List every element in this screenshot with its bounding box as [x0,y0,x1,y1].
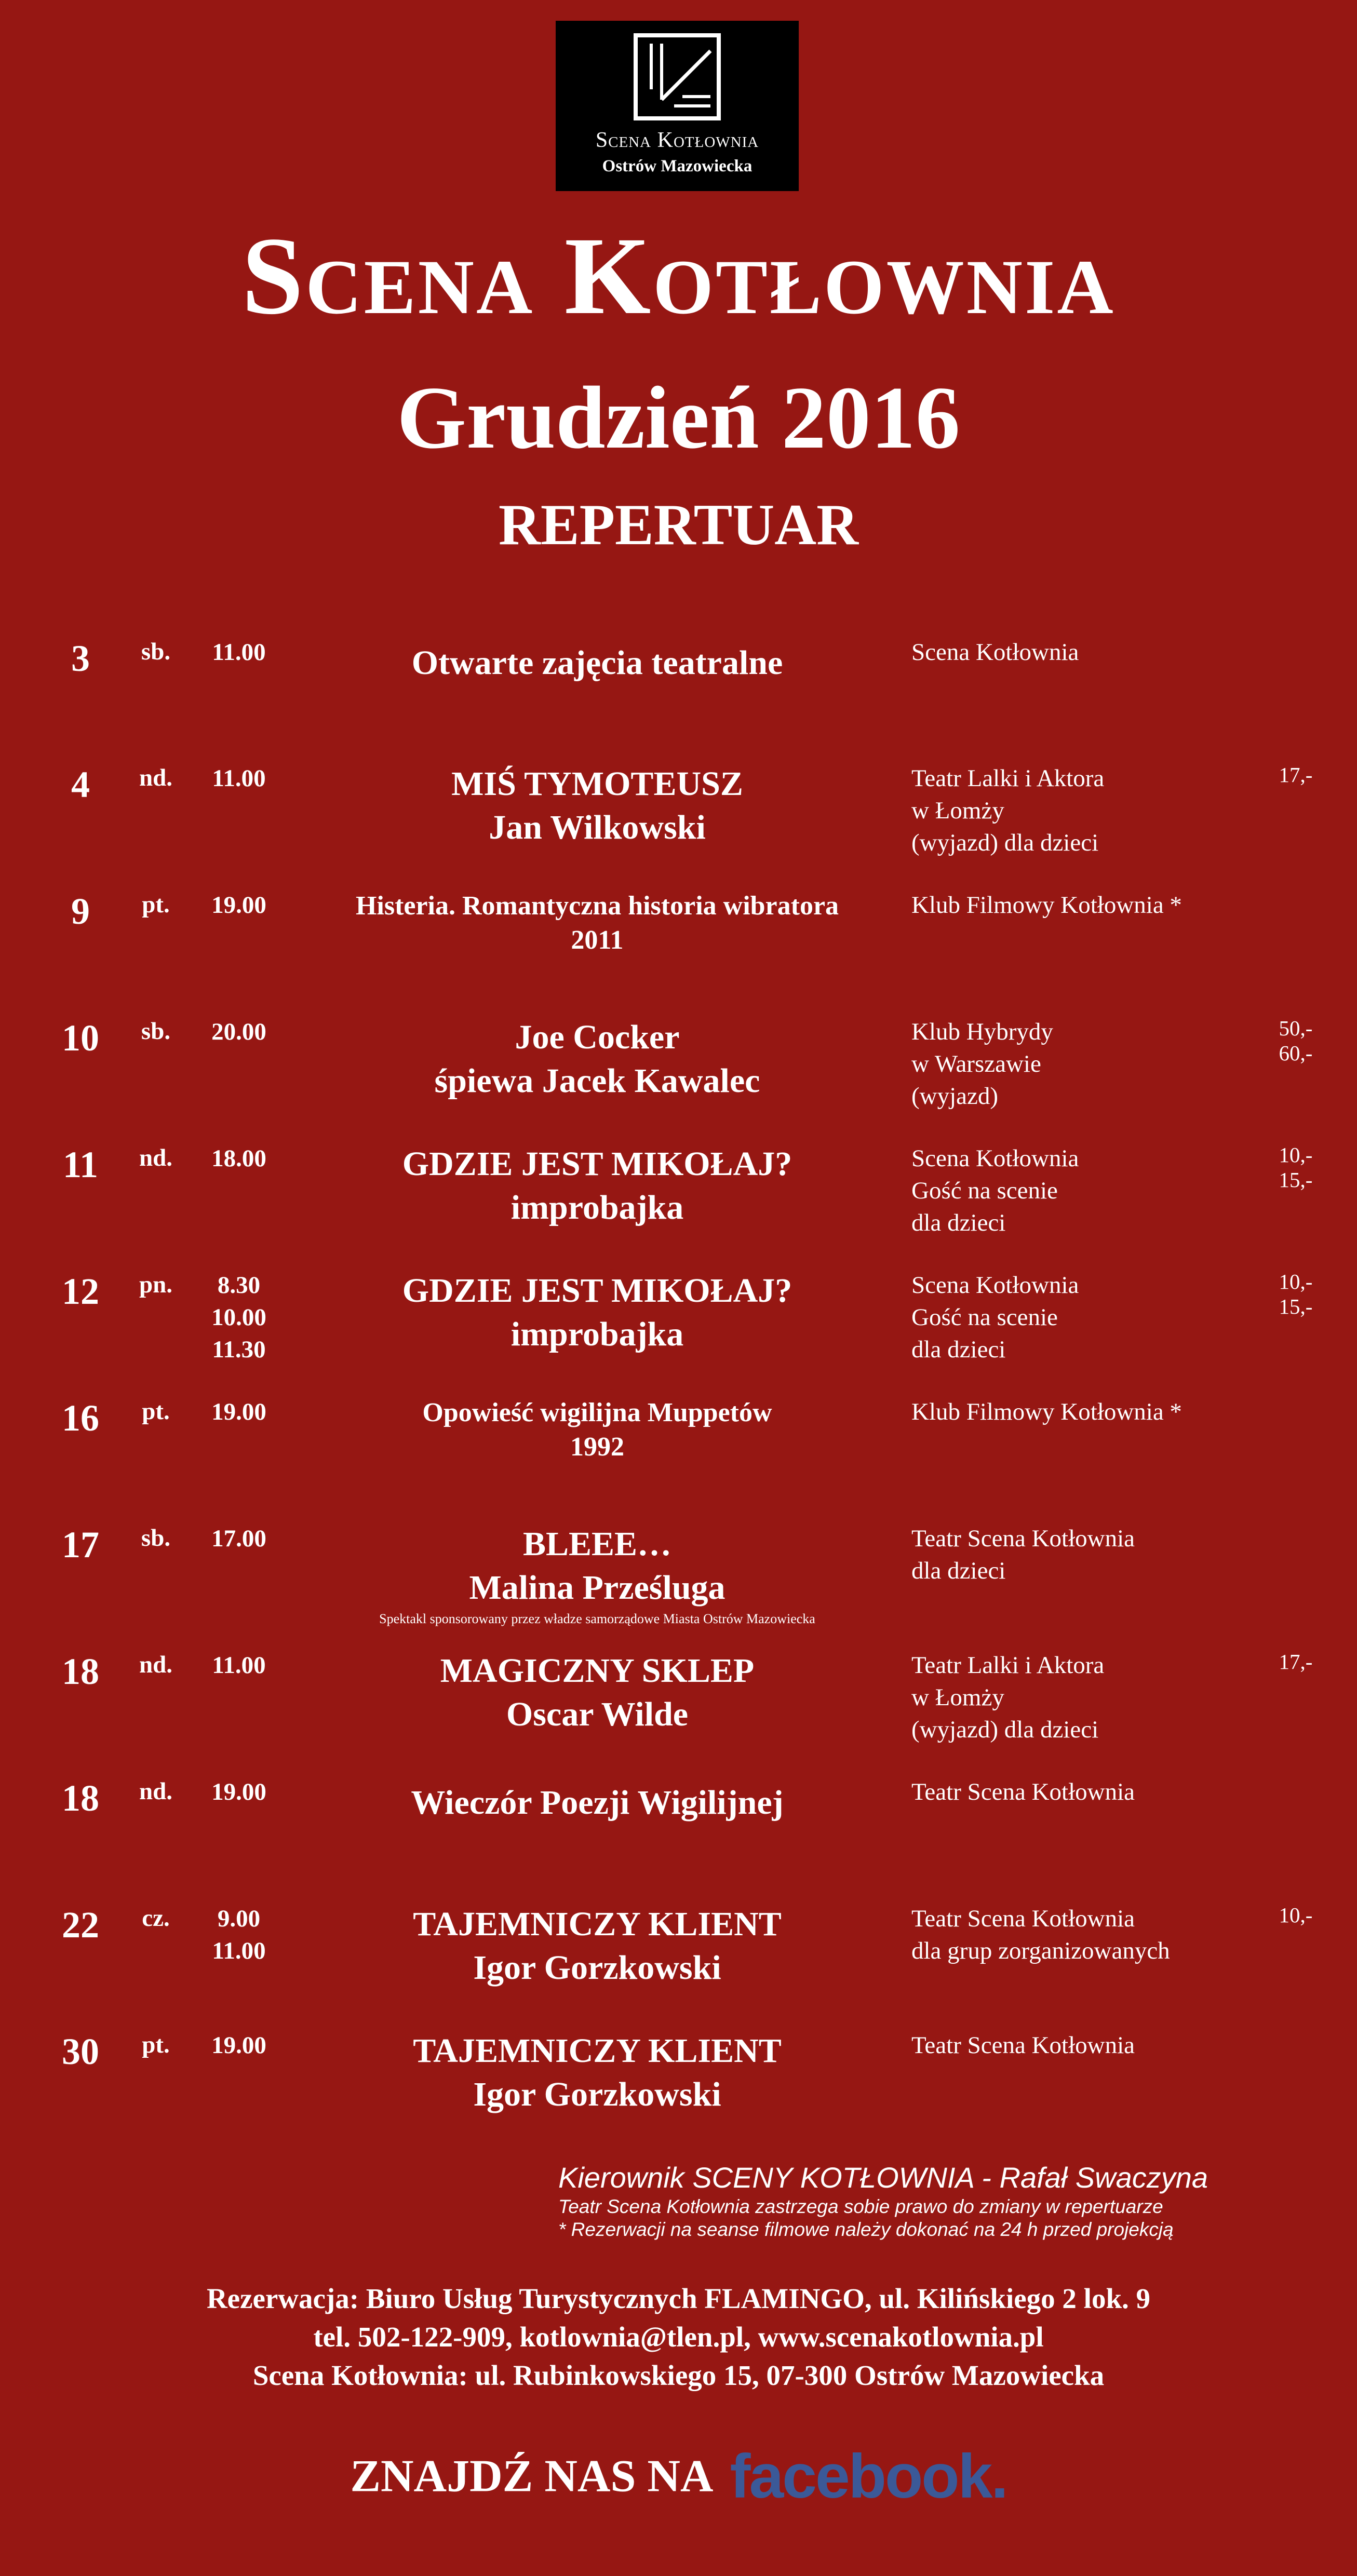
event-venue-line: (wyjazd) dla dzieci [911,829,1099,856]
event-times [200,1522,278,1555]
facebook-logo[interactable] [730,2440,1007,2512]
event-venue-line: (wyjazd) dla dzieci [911,1716,1099,1743]
event-venue-line: Teatr Lalki i Aktora [911,765,1105,792]
event-venue-line: Teatr Lalki i Aktora [911,1652,1105,1679]
event-venue [911,1142,1249,1239]
film-note-line: * Rezerwacji na seanse filmowe należy dokonać na 24 h przed projekcją [558,2219,1174,2240]
event-weekday: sb. [141,638,171,665]
event-price-value: 15,- [1279,1168,1313,1192]
event-venue-line: dla dzieci [911,1209,1006,1236]
event-venue-line: Scena Kotłownia [911,1272,1079,1299]
event-price [1267,1016,1324,1066]
event-venue-line: (wyjazd) [911,1083,999,1110]
event-times [200,2029,278,2061]
month-title: Grudzień 2016 [397,369,960,467]
event-time: 18.00 [211,1145,266,1172]
contact-block [0,2280,1357,2395]
event-price [1267,1142,1324,1192]
footer-notes [558,2160,1296,2241]
event-title-main: Opowieść wigilijna Muppetów [422,1398,772,1427]
event-day: 12 [62,1271,99,1312]
event-time: 19.00 [211,1398,266,1425]
event-day: 22 [62,1904,99,1946]
event-time: 9.00 [217,1905,261,1932]
event-weekday: nd. [139,1144,173,1171]
event-price-value: 10,- [1279,1270,1313,1293]
event-title-main: MAGICZNY SKLEP [440,1652,755,1690]
contact-line-2[interactable]: tel. 502-122-909, kotlownia@tlen.pl, www.scenakotlownia.pl [313,2321,1044,2353]
event-time: 11.00 [212,765,266,792]
logo-subtitle: Ostrów Mazowiecka [602,157,753,176]
event-venue-line: Scena Kotłownia [911,639,1079,666]
event-time: 19.00 [211,892,266,919]
event-day: 16 [62,1397,99,1439]
event-venue-line: Klub Filmowy Kotłownia * [911,892,1182,919]
event-weekday: pt. [142,1398,170,1425]
event-venue [911,1903,1249,1967]
event-venue-line: Teatr Scena Kotłownia [911,2032,1135,2059]
event-price-value: 60,- [1279,1041,1313,1065]
disclaimer-line: Teatr Scena Kotłownia zastrzega sobie prawo do zmiany w repertuarze [558,2196,1163,2217]
event-title-sub: improbajka [510,1189,684,1226]
event-weekday: nd. [139,1651,173,1678]
event-title-sub: improbajka [510,1315,684,1353]
event-time: 19.00 [211,2032,266,2059]
event-title [291,1522,904,1610]
event-weekday: pt. [142,2031,170,2058]
event-venue-line: dla dzieci [911,1336,1006,1363]
event-title-sub: Igor Gorzkowski [473,2075,721,2113]
event-title-main: Wieczór Poezji Wigilijnej [411,1784,784,1822]
event-title-main: Joe Cocker [515,1018,680,1056]
event-title-main: GDZIE JEST MIKOŁAJ? [402,1272,792,1310]
event-venue-line: Teatr Scena Kotłownia [911,1905,1135,1932]
event-venue-line: Teatr Scena Kotłownia [911,1525,1135,1552]
event-times [200,1776,278,1808]
event-title-sub: 2011 [571,925,624,955]
event-time: 11.30 [212,1336,266,1363]
event-times [200,889,278,921]
event-venue-line: w Łomży [911,1684,1004,1711]
event-title-sub: Igor Gorzkowski [473,1949,721,1987]
event-day: 17 [62,1524,99,1566]
event-title [291,1142,904,1230]
event-venue-line: w Warszawie [911,1050,1041,1077]
event-price-value: 17,- [1279,1650,1313,1674]
event-time: 11.00 [212,1652,266,1679]
event-venue [911,1776,1249,1808]
event-title-main: Otwarte zajęcia teatralne [411,644,783,682]
event-day: 18 [62,1777,99,1819]
event-venue-line: Klub Hybrydy [911,1018,1053,1045]
event-price [1267,1903,1324,1927]
event-venue [911,1016,1249,1112]
event-time: 20.00 [211,1018,266,1045]
event-weekday: pn. [139,1271,173,1298]
event-day: 30 [62,2031,99,2072]
manager-line: Kierownik SCENY KOTŁOWNIA - Rafał Swaczyna [558,2161,1208,2194]
event-title [291,2029,904,2116]
event-price-value: 50,- [1279,1016,1313,1040]
event-venue-line: Scena Kotłownia [911,1145,1079,1172]
event-title-sub: Malina Prześluga [469,1569,725,1607]
event-title-sub: 1992 [570,1432,624,1462]
event-title-sub: śpiewa Jacek Kawalec [434,1062,760,1100]
event-price-value: 10,- [1279,1903,1313,1927]
logo [556,21,799,191]
event-price [1267,762,1324,787]
event-title-main: TAJEMNICZY KLIENT [413,2032,782,2070]
event-day: 11 [62,1144,99,1185]
event-venue-line: dla grup zorganizowanych [911,1937,1170,1964]
event-day: 10 [62,1017,99,1059]
event-times [200,1269,278,1366]
event-times [200,1649,278,1681]
section-title: REPERTUAR [499,493,858,557]
event-price [1267,1269,1324,1319]
event-time: 10.00 [211,1304,266,1331]
event-times [200,762,278,794]
event-time: 8.30 [217,1272,261,1299]
event-venue [911,1522,1249,1587]
event-time: 17.00 [211,1525,266,1552]
event-sponsor-note: Spektakl sponsorowany przez władze samorządowe Miasta Ostrów Mazowiecka [379,1611,815,1626]
event-time: 11.00 [212,639,266,666]
event-time: 19.00 [211,1778,266,1805]
event-venue [911,1396,1249,1428]
event-price-value: 10,- [1279,1143,1313,1167]
event-venue [911,1649,1249,1746]
event-weekday: pt. [142,891,170,918]
event-title-main: BLEEE… [522,1525,672,1563]
event-title-sub: Oscar Wilde [506,1695,689,1733]
event-title [291,1016,904,1103]
find-us [0,2440,1357,2512]
event-times [200,636,278,668]
event-times [200,1016,278,1048]
event-venue-line: Gość na scenie [911,1304,1058,1331]
event-weekday: nd. [139,764,173,791]
event-price-value: 15,- [1279,1294,1313,1318]
event-venue [911,762,1249,859]
event-title [291,1269,904,1356]
page-title: Scena Kotłownia [241,214,1116,338]
event-venue-line: Gość na scenie [911,1177,1058,1204]
event-title [291,1781,904,1825]
event-weekday: nd. [139,1778,173,1805]
event-title-sub: Jan Wilkowski [489,808,706,846]
event-times [200,1903,278,1967]
event-title [291,889,904,957]
event-times [200,1142,278,1175]
stage-square-icon [633,32,722,122]
event-day: 4 [71,764,90,805]
event-title [291,1396,904,1464]
event-title [291,1649,904,1736]
event-time: 11.00 [212,1937,266,1964]
event-title-main: MIŚ TYMOTEUSZ [451,765,743,803]
event-venue-line: w Łomży [911,797,1004,824]
event-day: 3 [71,638,90,679]
find-us-label: ZNAJDŹ NAS NA [350,2451,714,2502]
event-title-main: Histeria. Romantyczna historia wibratora [355,891,839,921]
event-title-main: TAJEMNICZY KLIENT [413,1905,782,1943]
logo-title: Scena Kotłownia [595,128,759,152]
event-times [200,1396,278,1428]
event-weekday: sb. [141,1525,171,1552]
event-price [1267,1649,1324,1674]
event-venue [911,636,1249,668]
event-title [291,641,904,685]
event-venue-line: Klub Filmowy Kotłownia * [911,1398,1182,1425]
event-weekday: cz. [142,1905,170,1932]
event-venue [911,889,1249,921]
event-title-main: GDZIE JEST MIKOŁAJ? [402,1145,792,1183]
event-day: 9 [71,891,90,932]
event-venue [911,2029,1249,2061]
event-day: 18 [62,1651,99,1692]
event-title [291,1903,904,1990]
facebook-wordmark: facebook [730,2442,991,2511]
event-venue-line: dla dzieci [911,1557,1006,1584]
event-title [291,762,904,849]
facebook-dot: . [991,2442,1007,2511]
event-price-value: 17,- [1279,763,1313,787]
contact-line-1: Rezerwacja: Biuro Usług Turystycznych FLAMINGO, ul. Kilińskiego 2 lok. 9 [206,2283,1151,2314]
event-weekday: sb. [141,1018,171,1045]
event-venue-line: Teatr Scena Kotłownia [911,1778,1135,1805]
contact-line-3: Scena Kotłownia: ul. Rubinkowskiego 15, 07-300 Ostrów Mazowiecka [252,2359,1105,2391]
event-venue [911,1269,1249,1366]
